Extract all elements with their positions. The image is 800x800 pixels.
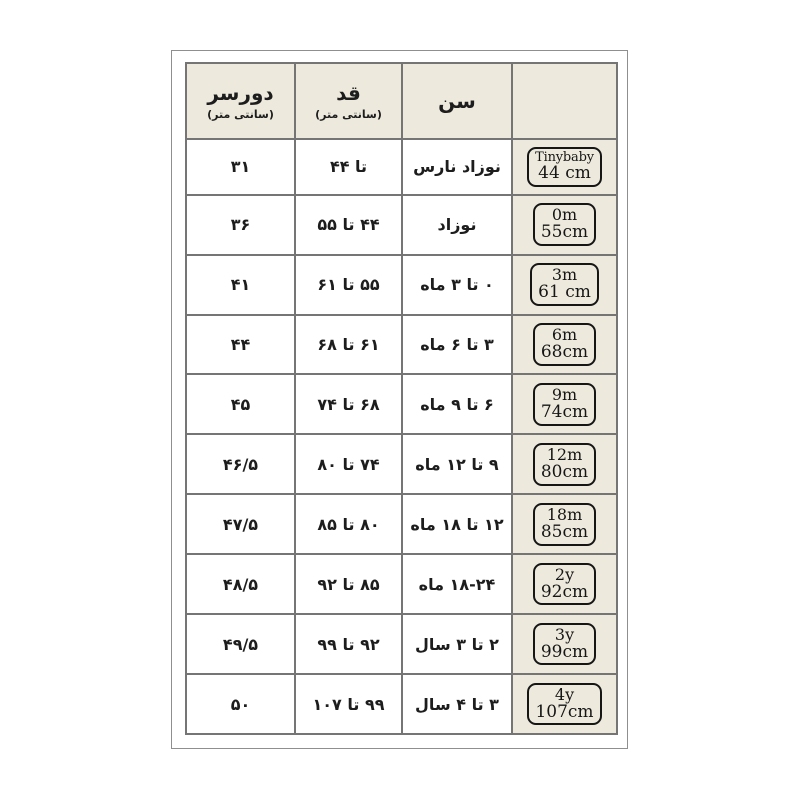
- head-circumference-cell: ۴۹/۵: [186, 614, 295, 674]
- size-badge-cm: 99cm: [540, 641, 589, 662]
- size-badge: [533, 623, 596, 666]
- size-badge-cell: [512, 674, 617, 734]
- size-badge: [533, 203, 596, 246]
- size-badge-cm: 92cm: [540, 581, 589, 602]
- height-cell: تا ۴۴: [295, 139, 402, 195]
- age-cell: ۳ تا ۴ سال: [402, 674, 512, 734]
- table-row: [186, 315, 617, 375]
- header-head-label: دورسر: [207, 80, 274, 105]
- header-age-label: سن: [438, 89, 476, 113]
- size-badge-cm: 107cm: [535, 701, 594, 722]
- size-badge: [533, 563, 596, 606]
- table-row: [186, 494, 617, 554]
- height-cell: ۶۱ تا ۶۸: [295, 315, 402, 375]
- table-row: [186, 434, 617, 494]
- age-cell: ۰ تا ۳ ماه: [402, 255, 512, 315]
- size-badge-cm: 68cm: [540, 341, 589, 362]
- table-header: [186, 63, 617, 139]
- size-badge-cell: [512, 494, 617, 554]
- size-badge-label: 3m: [551, 265, 578, 285]
- size-badge-cm: 55cm: [540, 222, 589, 243]
- table-row: [186, 614, 617, 674]
- size-badge-label: 4y: [554, 684, 575, 704]
- size-badge-label: 6m: [551, 325, 578, 345]
- head-circumference-cell: ۳۶: [186, 195, 295, 255]
- size-badge-cm: 80cm: [540, 461, 589, 482]
- table-row: [186, 139, 617, 195]
- head-circumference-cell: ۴۷/۵: [186, 494, 295, 554]
- size-badge-cell: [512, 315, 617, 375]
- head-circumference-cell: ۳۱: [186, 139, 295, 195]
- header-height-unit: (سانتی متر): [315, 107, 382, 121]
- table-row: [186, 195, 617, 255]
- size-badge-label: 18m: [546, 504, 583, 524]
- size-badge: [527, 683, 601, 726]
- table-row: [186, 554, 617, 614]
- size-badge: [527, 147, 602, 186]
- head-circumference-cell: ۴۸/۵: [186, 554, 295, 614]
- size-badge-cm: 61 cm: [538, 282, 591, 303]
- size-badge-label: Tinybaby: [535, 150, 594, 166]
- size-badge-cell: [512, 434, 617, 494]
- size-badge: [533, 383, 596, 426]
- size-badge-cell: [512, 139, 617, 195]
- size-badge-cell: [512, 614, 617, 674]
- size-badge-cell: [512, 374, 617, 434]
- height-cell: ۶۸ تا ۷۴: [295, 374, 402, 434]
- age-cell: نوزاد نارس: [402, 139, 512, 195]
- table-row: [186, 374, 617, 434]
- header-head-unit: (سانتی متر): [207, 107, 274, 121]
- head-circumference-cell: ۵۰: [186, 674, 295, 734]
- size-badge: [533, 443, 596, 486]
- header-height: [295, 63, 402, 139]
- height-cell: ۸۰ تا ۸۵: [295, 494, 402, 554]
- header-height-label: قد: [336, 80, 361, 105]
- size-badge: [533, 323, 596, 366]
- size-badge-label: 12m: [546, 445, 583, 464]
- height-cell: ۴۴ تا ۵۵: [295, 195, 402, 255]
- size-badge-label: 3y: [554, 624, 575, 644]
- age-cell: ۳ تا ۶ ماه: [402, 315, 512, 375]
- header-head-circumference: [186, 63, 295, 139]
- size-badge-label: 9m: [551, 385, 578, 405]
- size-badge-cell: [512, 255, 617, 315]
- age-cell: ۶ تا ۹ ماه: [402, 374, 512, 434]
- head-circumference-cell: ۴۶/۵: [186, 434, 295, 494]
- size-badge: [533, 503, 596, 546]
- header-age: [402, 63, 512, 139]
- head-circumference-cell: ۴۴: [186, 315, 295, 375]
- size-badge: [530, 263, 599, 306]
- age-cell: ‪۱۸-۲۴‬ ماه: [402, 554, 512, 614]
- height-cell: ۹۹ تا ۱۰۷: [295, 674, 402, 734]
- head-circumference-cell: ۴۱: [186, 255, 295, 315]
- size-badge-cm: 44 cm: [538, 162, 591, 183]
- age-cell: نوزاد: [402, 195, 512, 255]
- head-circumference-cell: ۴۵: [186, 374, 295, 434]
- size-badge-cell: [512, 195, 617, 255]
- size-badge-cell: [512, 554, 617, 614]
- size-badge-cm: 85cm: [540, 521, 589, 542]
- age-cell: ۹ تا ۱۲ ماه: [402, 434, 512, 494]
- height-cell: ۵۵ تا ۶۱: [295, 255, 402, 315]
- height-cell: ۷۴ تا ۸۰: [295, 434, 402, 494]
- header-row: [186, 63, 617, 139]
- table-row: [186, 674, 617, 734]
- age-cell: ۱۲ تا ۱۸ ماه: [402, 494, 512, 554]
- baby-size-chart-table: [185, 62, 618, 735]
- table-row: [186, 255, 617, 315]
- height-cell: ۸۵ تا ۹۲: [295, 554, 402, 614]
- header-size-badge: [512, 63, 617, 139]
- size-badge-label: 2y: [554, 564, 575, 584]
- height-cell: ۹۲ تا ۹۹: [295, 614, 402, 674]
- age-cell: ۲ تا ۳ سال: [402, 614, 512, 674]
- size-badge-cm: 74cm: [540, 401, 589, 422]
- size-badge-label: 0m: [551, 205, 578, 225]
